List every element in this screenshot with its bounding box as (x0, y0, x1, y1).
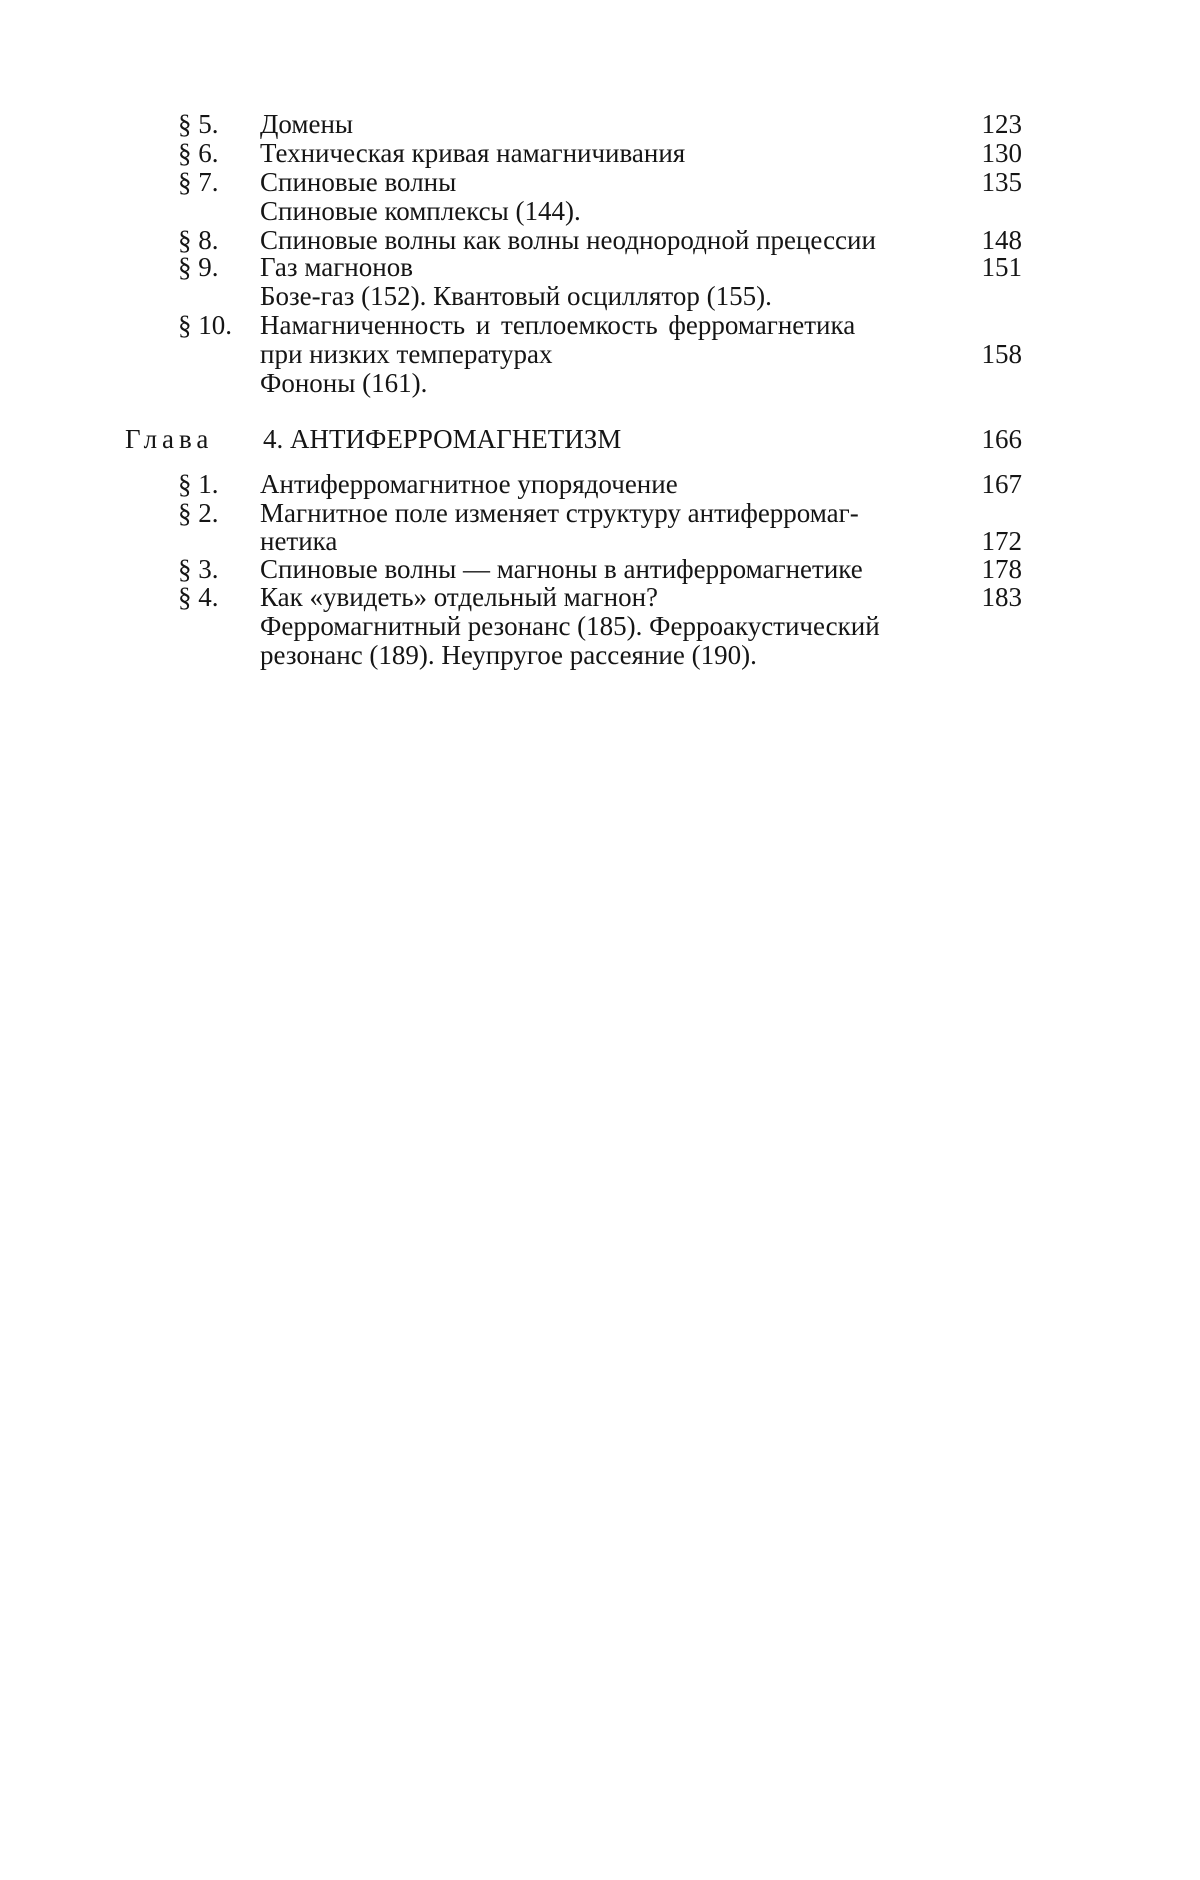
section-title: Спиновые волны (260, 167, 457, 197)
toc-entry (0, 253, 1200, 282)
page-number: 167 (981, 469, 1022, 499)
section-title: Антиферромагнитное упорядочение (260, 469, 678, 499)
toc-entry (0, 555, 1200, 584)
toc-entry (0, 110, 1200, 139)
toc-entry (0, 168, 1200, 197)
section-number: § 6. (178, 138, 219, 168)
section-number: § 3. (178, 554, 219, 584)
toc-entry-continuation (0, 527, 1200, 556)
page-number: 172 (981, 526, 1022, 556)
section-number: § 5. (178, 109, 219, 139)
page-number: 166 (981, 424, 1022, 454)
section-title: Спиновые волны — магноны в антиферромагнетике (260, 554, 863, 584)
chapter-title: 4. АНТИФЕРРОМАГНЕТИЗМ (263, 424, 622, 454)
toc-entry (0, 583, 1200, 612)
section-title: Как «увидеть» отдельный магнон? (260, 582, 659, 612)
toc-subentry (0, 612, 1200, 641)
section-title: Спиновые волны как волны неоднородной прецессии (260, 225, 876, 255)
chapter-label: Глава (125, 424, 214, 454)
page-number: 148 (981, 225, 1022, 255)
section-number: § 1. (178, 469, 219, 499)
page-number: 135 (981, 167, 1022, 197)
chapter-heading (0, 425, 1200, 454)
subsection-list: Бозе-газ (152). Квантовый осциллятор (155). (260, 281, 772, 311)
subsection-list: Фононы (161). (260, 368, 428, 398)
page-number: 183 (981, 582, 1022, 612)
section-title: Домены (260, 109, 354, 139)
page-number: 123 (981, 109, 1022, 139)
toc-entry (0, 311, 1200, 340)
section-number: § 4. (178, 582, 219, 612)
subsection-list-line2: резонанс (189). Неупругое рассеяние (190). (260, 640, 757, 670)
section-title-line1: Магнитное поле изменяет структуру антиферромаг- (260, 498, 859, 528)
toc-entry (0, 499, 1200, 528)
toc-entry (0, 226, 1200, 255)
section-number: § 2. (178, 498, 219, 528)
section-title: Газ магнонов (260, 252, 413, 282)
toc-subentry (0, 369, 1200, 398)
page-number: 130 (981, 138, 1022, 168)
section-title-line2: при низких температурах (260, 339, 553, 369)
toc-subentry (0, 641, 1200, 670)
section-number: § 9. (178, 252, 219, 282)
toc-entry (0, 470, 1200, 499)
page-number: 158 (981, 339, 1022, 369)
section-title-line2: нетика (260, 526, 338, 556)
section-title: Техническая кривая намагничивания (260, 138, 686, 168)
page-number: 151 (981, 252, 1022, 282)
toc-entry (0, 139, 1200, 168)
subsection-list-line1: Ферромагнитный резонанс (185). Ферроакустический (260, 611, 880, 641)
section-number: § 7. (178, 167, 219, 197)
subsection-list: Спиновые комплексы (144). (260, 196, 581, 226)
section-number: § 8. (178, 225, 219, 255)
toc-subentry (0, 197, 1200, 226)
toc-subentry (0, 282, 1200, 311)
toc-entry-continuation (0, 340, 1200, 369)
page-number: 178 (981, 554, 1022, 584)
section-number: § 10. (178, 310, 232, 340)
section-title-line1: Намагниченность и теплоемкость ферромагнетика (260, 310, 856, 340)
